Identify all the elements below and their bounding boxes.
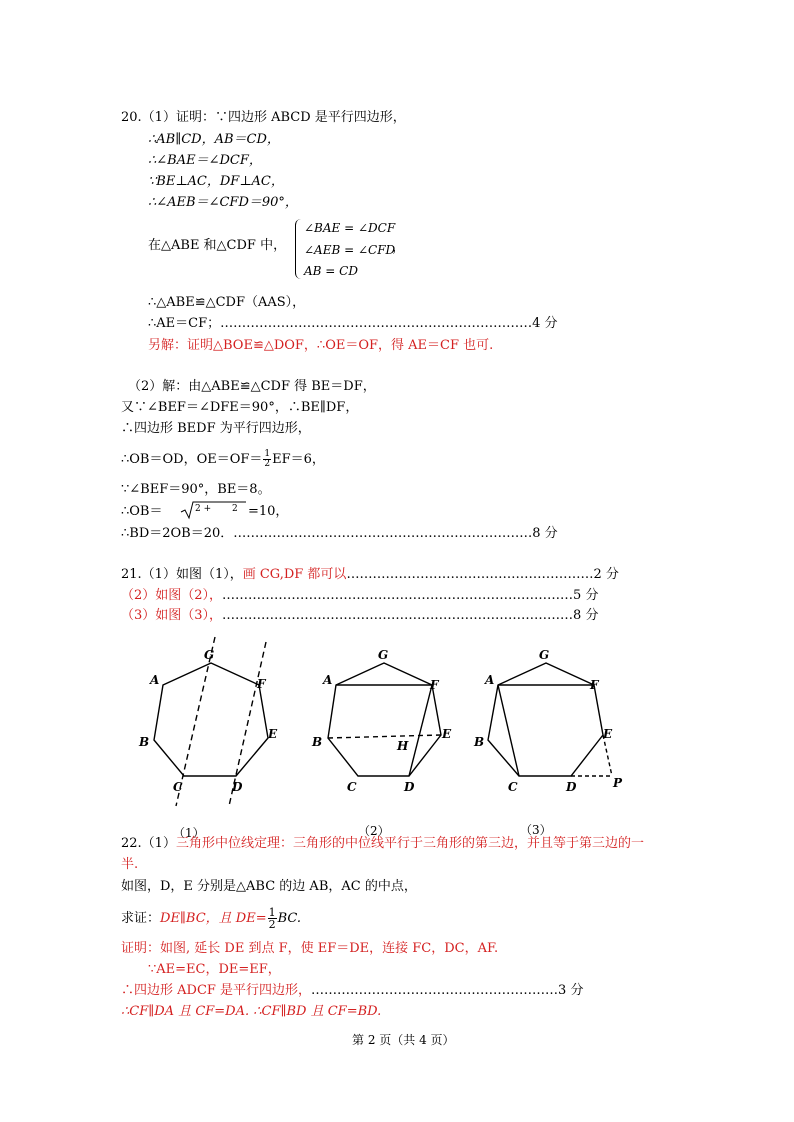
dashed-segment-ep [603, 735, 612, 776]
label-g-2: G [378, 648, 389, 662]
q20-line-3: ∴∠BAE＝∠DCF， [148, 153, 262, 168]
q22-line-7 [121, 983, 583, 999]
q20-part2-line-2: 又∵∠BEF＝∠DFE＝90°，∴BE∥DF， [121, 400, 359, 415]
fraction-den: 2 [264, 459, 271, 469]
q21-l1b: …………………………………………………2 分 [346, 567, 619, 582]
label-e-2: E [442, 727, 452, 741]
label-b-2: B [312, 735, 323, 749]
label-b-1: B [139, 735, 150, 749]
segment-ac [498, 685, 519, 776]
label-a-1: A [150, 673, 160, 687]
q22-line-3: 如图，D，E 分别是△ABC 的边 AB，AC 的中点， [121, 879, 417, 894]
system-eq-3: AB = CD [304, 264, 358, 278]
fraction-num: 1 [264, 449, 271, 459]
q20-in-prefix: 在△ABE 和△CDF 中， [148, 238, 287, 253]
label-f-2: F [430, 678, 439, 692]
system-eq-1: ∠BAE = ∠DCF [304, 221, 396, 235]
q22-l4a: 求证： [121, 911, 161, 926]
q22-l7b: …………………………………………………3 分 [311, 983, 584, 998]
label-c-1: C [173, 780, 183, 794]
fraction-num-2: 1 [268, 906, 276, 919]
heptagon-1 [154, 663, 268, 776]
fraction-den-2: 2 [268, 918, 276, 931]
q22-line-4 [121, 907, 301, 930]
q21-l3-red: （3）如图（3）， [121, 608, 223, 623]
q20-line-4: ∵BE⊥AC，DF⊥AC， [148, 174, 284, 189]
q20-part2-line-6a: ∴OB＝ [121, 504, 163, 519]
label-g-3: G [539, 648, 550, 662]
q21-l3b: ………………………………………………………………………8 分 [222, 608, 599, 623]
q22-l1a: 22.（1） [121, 836, 176, 851]
fraction-half-2 [268, 907, 277, 930]
label-c-2: C [347, 780, 357, 794]
label-d-1: D [232, 780, 243, 794]
dashed-segment-be [328, 735, 441, 738]
q22-l7-red: ∴四边形 ADCF 是平行四边形， [121, 983, 312, 998]
system-comma: ， [392, 240, 406, 255]
q21-l2-red: （2）如图（2）， [121, 588, 223, 603]
q20-alt-solution: 另解：证明△BOE≌△DOF，∴OE＝OF，得 AE＝CF 也可. [148, 338, 494, 353]
q20-part2-line-6b: =10， [248, 504, 289, 519]
label-h-2: H [397, 739, 409, 753]
system-eq-2: ∠AEB = ∠CFD [304, 243, 396, 257]
heptagon-2 [328, 663, 441, 776]
q20-line-7: ∴AE＝CF；………………………………………………………………4 分 [148, 316, 558, 331]
q20-line-5: ∴∠AEB＝∠CFD＝90°， [148, 195, 298, 210]
q22-line-1 [121, 836, 644, 852]
q21-l1-red: 画 CG,DF 都可以 [242, 567, 347, 582]
label-f-1: F [257, 677, 266, 691]
label-f-3: F [590, 678, 599, 692]
label-d-2: D [404, 780, 415, 794]
label-g-1: G [204, 648, 215, 662]
q21-l2b: ………………………………………………………………………5 分 [222, 588, 599, 603]
q22-l4-red: DE∥BC，且 DE= [160, 911, 267, 926]
label-d-3: D [566, 780, 577, 794]
label-e-1: E [268, 727, 278, 741]
q22-line-5: 证明：如图, 延长 DE 到点 F，使 EF＝DE，连接 FC，DC，AF. [121, 941, 499, 956]
sqrt-exponent-2: 2 [232, 504, 238, 514]
label-e-3: E [603, 727, 613, 741]
label-p-3: P [613, 776, 623, 790]
label-a-3: A [485, 673, 495, 687]
q21-l1a: 21.（1）如图（1）， [121, 567, 243, 582]
figure-1-caption: （1） [173, 826, 205, 840]
q22-line-8: ∴CF∥DA 且 CF=DA. ∴CF∥BD 且 CF=BD. [121, 1004, 382, 1019]
sqrt-exponent-plus: 2 + [195, 504, 212, 514]
q20-p2-4b: EF＝6， [272, 452, 325, 467]
q20-p2-4a: ∴OB＝OD，OE＝OF＝ [121, 452, 263, 467]
q20-part2-line-7: ∴BD＝2OB＝20．……………………………………………………………8 分 [121, 526, 558, 541]
q20-line-1: 20.（1）证明：∵四边形 ABCD 是平行四边形， [121, 110, 406, 125]
q20-part2-line-5: ∵∠BEF＝90°，BE＝8。 [121, 482, 271, 497]
q22-line-2: 半. [121, 857, 139, 872]
label-c-3: C [508, 780, 518, 794]
label-b-3: B [474, 735, 485, 749]
q20-line-2: ∴AB∥CD，AB＝CD， [148, 132, 280, 147]
page-footer: 第 2 页（共 4 页） [352, 1033, 455, 1047]
q20-line-6: ∴△ABE≌△CDF（AAS）， [148, 295, 306, 310]
q22-l4b: BC. [277, 911, 302, 926]
figure-3-caption: （3） [520, 823, 552, 837]
label-a-2: A [323, 673, 333, 687]
q22-l1-red: 三角形中位线定理：三角形的中位线平行于三角形的第三边，并且等于第三边的一 [175, 836, 644, 851]
q22-line-6: ∵AE=EC，DE=EF， [148, 962, 281, 977]
q20-part2-line-3: ∴四边形 BEDF 为平行四边形， [121, 421, 311, 436]
q20-part2-line-1: （2）解：由△ABE≌△CDF 得 BE＝DF， [128, 379, 376, 394]
figure-2-caption: （2） [358, 824, 390, 838]
